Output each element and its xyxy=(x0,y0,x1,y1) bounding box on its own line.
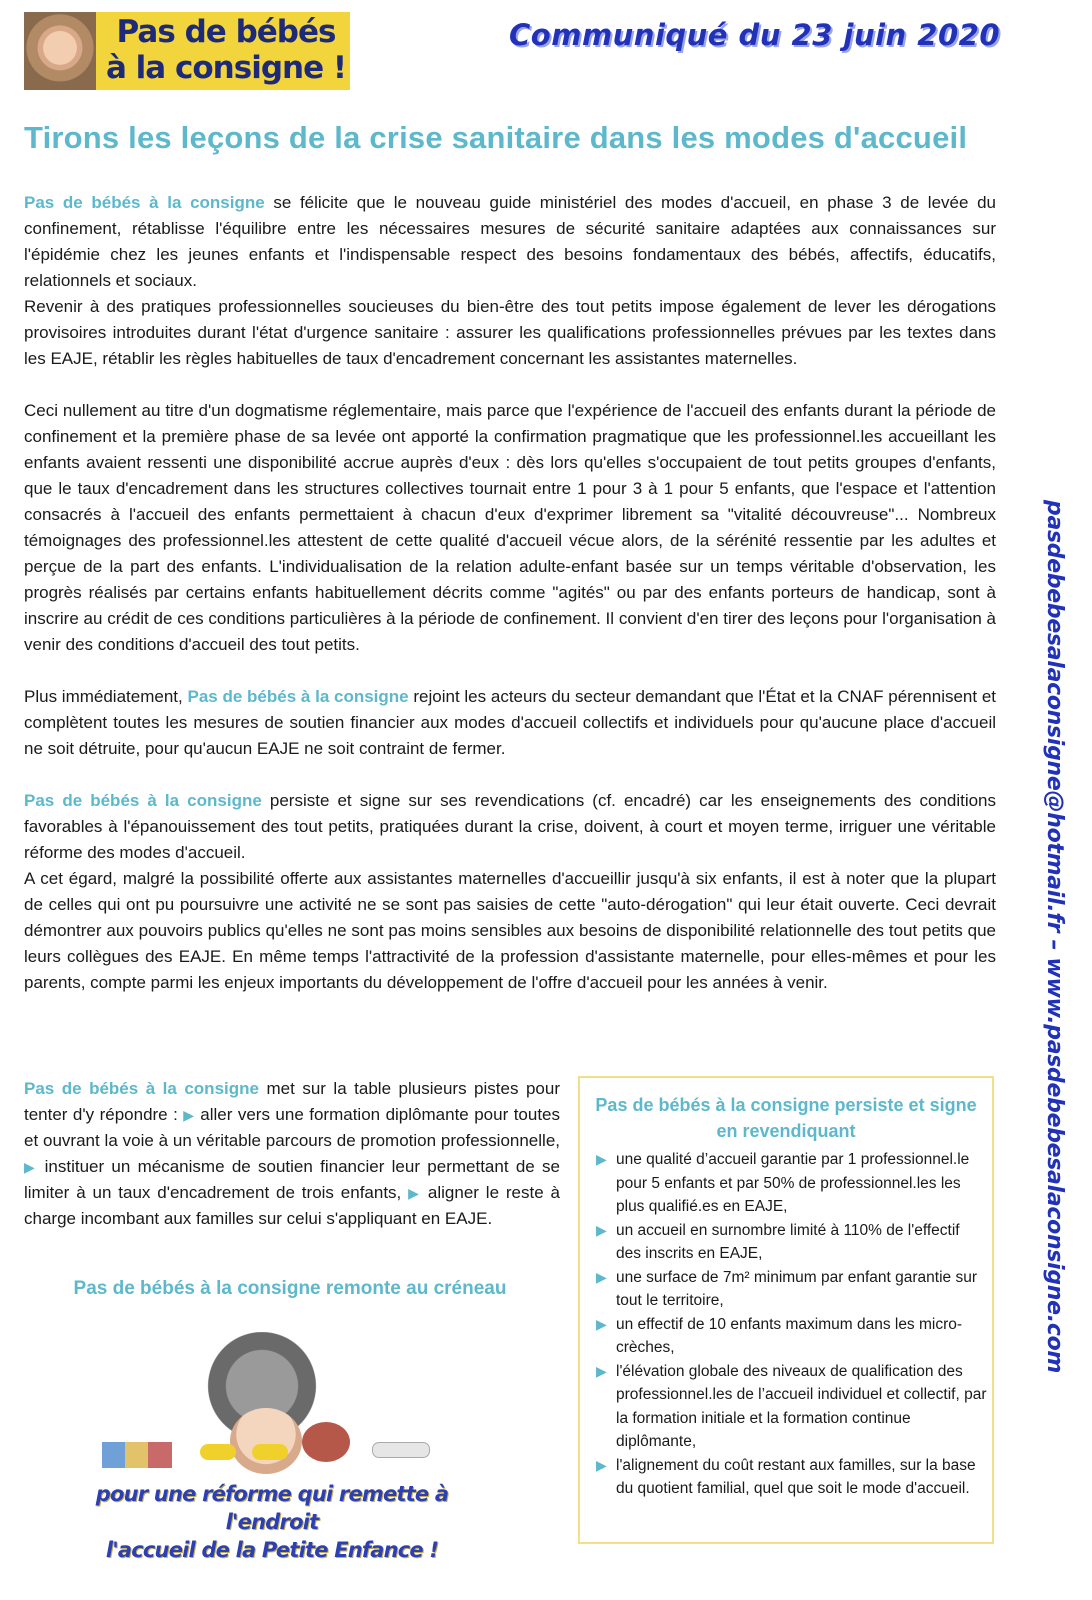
paragraph-2: Revenir à des pratiques professionnelles soucieuses du bien-être des tout petits impose également de lever les dérogations provisoires introduites durant l'état d'urgence sanitaire : assurer les qualifications professionnelles prévues par les textes dans les EAJE, rétablir les règles habituelles de taux d'encadrement concernant les assistantes maternelles. xyxy=(24,297,996,368)
logo-text xyxy=(102,14,350,86)
paragraph-1 xyxy=(24,190,996,294)
slogan-line-1: pour une réforme qui remette à l'endroit xyxy=(95,1482,449,1534)
play-triangle-icon: ▶ xyxy=(596,1456,607,1473)
play-triangle-icon: ▶ xyxy=(24,1159,38,1175)
org-name-highlight: Pas de bébés à la consigne xyxy=(24,1079,259,1098)
paragraph-6: A cet égard, malgré la possibilité offerte aux assistantes maternelles d'accueillir jusqu'à six enfants, il est à noter que la plupart de celles qui ont pu poursuivre une activité ne se sont pas saisies de cette "auto-dérogation" qui leur était ouverte. Ceci devrait démontrer aux pouvoirs publics qu'elles ne sont pas moins sensibles aux besoins de disponibilité relationnelle des tout petits que leurs collègues des EAJE. En même temps l'attractivité de la profession d'assistante maternelle, pour elles-mêmes et pour les parents, compte parmi les enjeux importants du développement de l'offre d'accueil pour les années à venir. xyxy=(24,869,996,992)
list-item xyxy=(596,1360,988,1454)
list-item-text: une surface de 7m² minimum par enfant garantie sur tout le territoire, xyxy=(616,1268,977,1309)
paragraph-1-text: se félicite que le nouveau guide ministériel des modes d'accueil, en phase 3 de levée du confinement, rétablisse l'équilibre entre les nécessaires mesures de sécurité sanitaire adaptées aux connaissances sur l'épidémie chez les jeunes enfants et l'indispensable respect des besoins fondamentaux des bébés, affectifs, éducatifs, relationnels et sociaux. xyxy=(24,193,997,290)
box-title: Pas de bébés à la consigne persiste et signe en revendiquant xyxy=(595,1095,977,1141)
list-item-text: un effectif de 10 enfants maximum dans les micro-crèches, xyxy=(616,1315,963,1356)
paragraph-4 xyxy=(24,684,996,762)
revendications-box xyxy=(578,1076,994,1544)
shoe-icon xyxy=(200,1444,236,1460)
paragraph-4-start: Plus immédiatement, xyxy=(24,687,188,706)
paragraph-3: Ceci nullement au titre d'un dogmatisme réglementaire, mais parce que l'expérience de l'accueil des enfants durant la période de confinement et la première phase de sa levée ont apporté la confirmation pragmatique que les professionnel.les accueillant les enfants avaient ressenti une disponibilité accrue auprès d'eux : dès lors qu'elles s'occupaient de tout petits groupes d'enfants, que le taux d'encadrement dans les structures collectives tournait entre 1 pour 3 à 1 pour 5 enfants, que l'espace et l'attention consacrés à l'accueil des enfants permettaient à chacun d'eux d'exprimer librement sa "vitalité découvreuse"... Nombreux témoignages des professionnel.les attestent de cette qualité d'accueil vécue alors, de la sérénité ressentie par les adultes et perçue de la part des enfants. L'individualisation de la relation adulte-enfant basée sur un temps véritable d'observation, les progrès réalisés par certains enfants habituellement décrits comme "agités" ou par des enfants porteurs de handicap, sont à inscrire au crédit de ces conditions particulières à la période de confinement. Il convient d'en tirer des leçons pour l'organisation à venir des conditions d'accueil des tout petits. xyxy=(24,401,996,654)
org-name-highlight: Pas de bébés à la consigne xyxy=(24,193,265,212)
list-item xyxy=(596,1148,988,1219)
baby-photo xyxy=(24,12,96,90)
paragraph-7-b: aller vers une formation diplômante pour toutes et ouvrant la voie à un véritable parcours de promotion professionnelle, xyxy=(24,1105,561,1150)
logo-line-2: à la consigne ! xyxy=(105,50,347,86)
teddy-bear-icon xyxy=(302,1422,350,1462)
list-item xyxy=(596,1219,988,1266)
play-triangle-icon: ▶ xyxy=(596,1151,607,1167)
play-triangle-icon: ▶ xyxy=(596,1362,607,1379)
list-item-text: l'élévation globale des niveaux de qualification des professionnel.les de l’accueil individuel et collectif, par la formation initiale et la formation continue diplômante, xyxy=(616,1362,987,1450)
play-triangle-icon: ▶ xyxy=(596,1221,607,1238)
main-text xyxy=(24,190,996,996)
slogan-line-2: l'accueil de la Petite Enfance ! xyxy=(105,1538,439,1562)
page-title: Tirons les leçons de la crise sanitaire dans les modes d'accueil xyxy=(24,120,968,155)
play-triangle-icon: ▶ xyxy=(183,1107,195,1123)
shoe-icon xyxy=(252,1444,288,1460)
list-item xyxy=(596,1266,988,1313)
logo-line-1: Pas de bébés xyxy=(116,14,336,50)
list-item-text: un accueil en surnombre limité à 110% de l'effectif des inscrits en EAJE, xyxy=(616,1221,960,1262)
play-triangle-icon: ▶ xyxy=(596,1268,607,1285)
list-item xyxy=(596,1313,988,1360)
paragraph-5 xyxy=(24,788,996,866)
paragraph-5-text: persiste et signe sur ses revendications (cf. encadré) car les enseignements des conditions favorables à l'épanouissement des tout petits, pratiquées durant la crise, doivent, à court et moyen terme, irriguer une véritable réforme des modes d'accueil. xyxy=(24,791,996,862)
paragraph-7-c: instituer un mécanisme de soutien financier leur permettant de se limiter à un taux d'encadrement de trois enfants, xyxy=(24,1157,560,1202)
play-triangle-icon: ▶ xyxy=(596,1315,607,1332)
child-head xyxy=(230,1408,302,1474)
baby-bottle-icon xyxy=(372,1442,430,1458)
child-illustration xyxy=(92,1312,452,1562)
list-item-text: une qualité d’accueil garantie par 1 professionnel.le pour 5 enfants et par 50% de professionnel.les les plus qualifié.es en EAJE, xyxy=(616,1151,970,1215)
org-name-highlight: Pas de bébés à la consigne xyxy=(187,687,409,706)
org-name-highlight: Pas de bébés à la consigne xyxy=(24,791,262,810)
paragraph-4-text: rejoint les acteurs du secteur demandant que l'État et la CNAF pérennisent et complètent toutes les mesures de soutien financier aux modes d'accueil collectifs et individuels pour qu'aucune place d'accueil ne soit détruite, pour qu'aucun EAJE ne soit contraint de fermer. xyxy=(24,687,997,758)
slogan xyxy=(92,1480,452,1564)
revendications-list xyxy=(596,1148,988,1501)
list-item-text: l'alignement du coût restant aux familles, sur la base du quotient familial, quel que soit le mode d'accueil. xyxy=(616,1456,976,1497)
logo xyxy=(24,12,350,90)
paragraph-7-d: aligner le reste à charge incombant aux familles sur celui s'appliquant en EAJE. xyxy=(24,1183,560,1228)
play-triangle-icon: ▶ xyxy=(408,1185,422,1201)
subhead: Pas de bébés à la consigne remonte au créneau xyxy=(73,1278,507,1299)
list-item xyxy=(596,1454,988,1501)
paragraph-7-a: met sur la table plusieurs pistes pour tenter d'y répondre : xyxy=(24,1079,560,1124)
paragraph-7 xyxy=(24,1076,560,1232)
communique-date: Communiqué du 23 juin 2020 xyxy=(509,18,1000,52)
contact-sidebar: pasdebebesalaconsigne@hotmail.fr – www.pasdebebesalaconsigne.com xyxy=(1042,500,1067,1374)
toy-blocks-icon xyxy=(102,1442,172,1468)
pistes-section xyxy=(24,1076,560,1232)
